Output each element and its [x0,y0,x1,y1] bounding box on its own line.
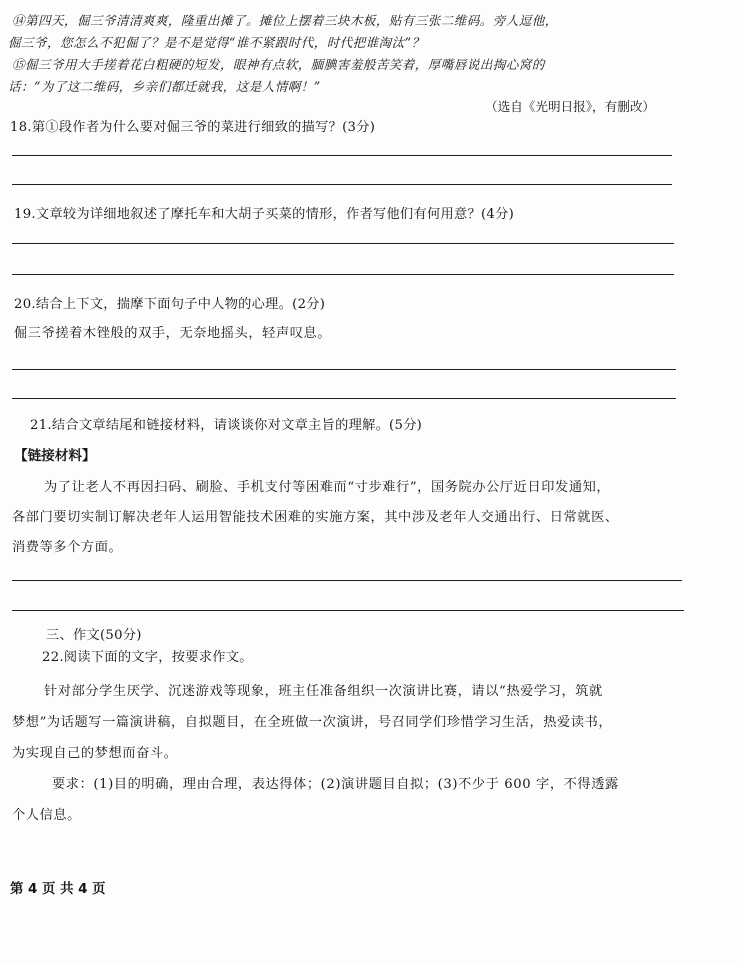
answer-line [12,274,674,275]
link-material-line-1: 为了让老人不再因扫码、刷脸、手机支付等困难而“寸步难行”，国务院办公厅近日印发通知， [44,480,611,495]
link-material-line-3: 消费等多个方面。 [12,540,123,555]
question-21: 21.结合文章结尾和链接材料，请谈谈你对文章主旨的理解。(5分) [30,418,423,433]
answer-line [12,184,672,185]
composition-prompt-line-2: 梦想”为话题写一篇演讲稿，自拟题目，在全班做一次演讲，号召同学们珍惜学习生活，热爱读书， [12,715,613,730]
answer-line [12,580,682,581]
link-material-label: 【链接材料】 [14,448,96,464]
question-22: 22.阅读下面的文字，按要求作文。 [42,650,253,665]
answer-line [12,369,676,370]
question-19: 19.文章较为详细地叙述了摩托车和大胡子买菜的情形，作者写他们有何用意？(4分) [14,207,515,222]
composition-section-title: 三、作文(50分) [46,628,142,643]
answer-line [12,155,672,156]
answer-line [12,610,684,611]
answer-line [12,398,676,399]
composition-requirements-line-1: 要求：(1)目的明确，理由合理，表达得体；(2)演讲题目自拟；(3)不少于 600 字，不得透露 [52,777,619,792]
paragraph-15-line-1: ⑮倔三爷用大手搓着花白粗硬的短发，眼神有点软，腼腆害羞般苦笑着，厚嘴唇说出掏心窝的 [12,57,545,72]
composition-prompt-line-3: 为实现自己的梦想而奋斗。 [12,746,178,761]
composition-requirements-line-2: 个人信息。 [12,808,81,823]
question-20-sentence: 倔三爷搓着木锉般的双手，无奈地摇头，轻声叹息。 [14,326,332,341]
question-18: 18.第①段作者为什么要对倔三爷的菜进行细致的描写？(3分) [10,120,376,135]
page-number: 第 4 页 共 4 页 [10,882,106,897]
link-material-line-2: 各部门要切实制订解决老年人运用智能技术困难的实施方案，其中涉及老年人交通出行、日常就医、 [12,510,619,525]
paragraph-14-line-1: ⑭第四天，倔三爷清清爽爽，隆重出摊了。摊位上摆着三块木板，贴有三张二维码。旁人逗他， [12,13,558,28]
question-20: 20.结合上下文，揣摩下面句子中人物的心理。(2分) [14,297,326,312]
answer-line [12,243,674,244]
paragraph-14-line-2: 倔三爷，您怎么不犯倔了？是不是觉得“谁不紧跟时代，时代把谁淘汰”？ [8,35,425,50]
composition-prompt-line-1: 针对部分学生厌学、沉迷游戏等现象，班主任准备组织一次演讲比赛，请以“热爱学习，筑就 [44,684,603,699]
source-citation: （选自《光明日报》，有删改） [485,99,656,114]
paragraph-15-line-2: 话：“为了这二维码，乡亲们都迁就我，这是人情啊！” [8,79,321,94]
